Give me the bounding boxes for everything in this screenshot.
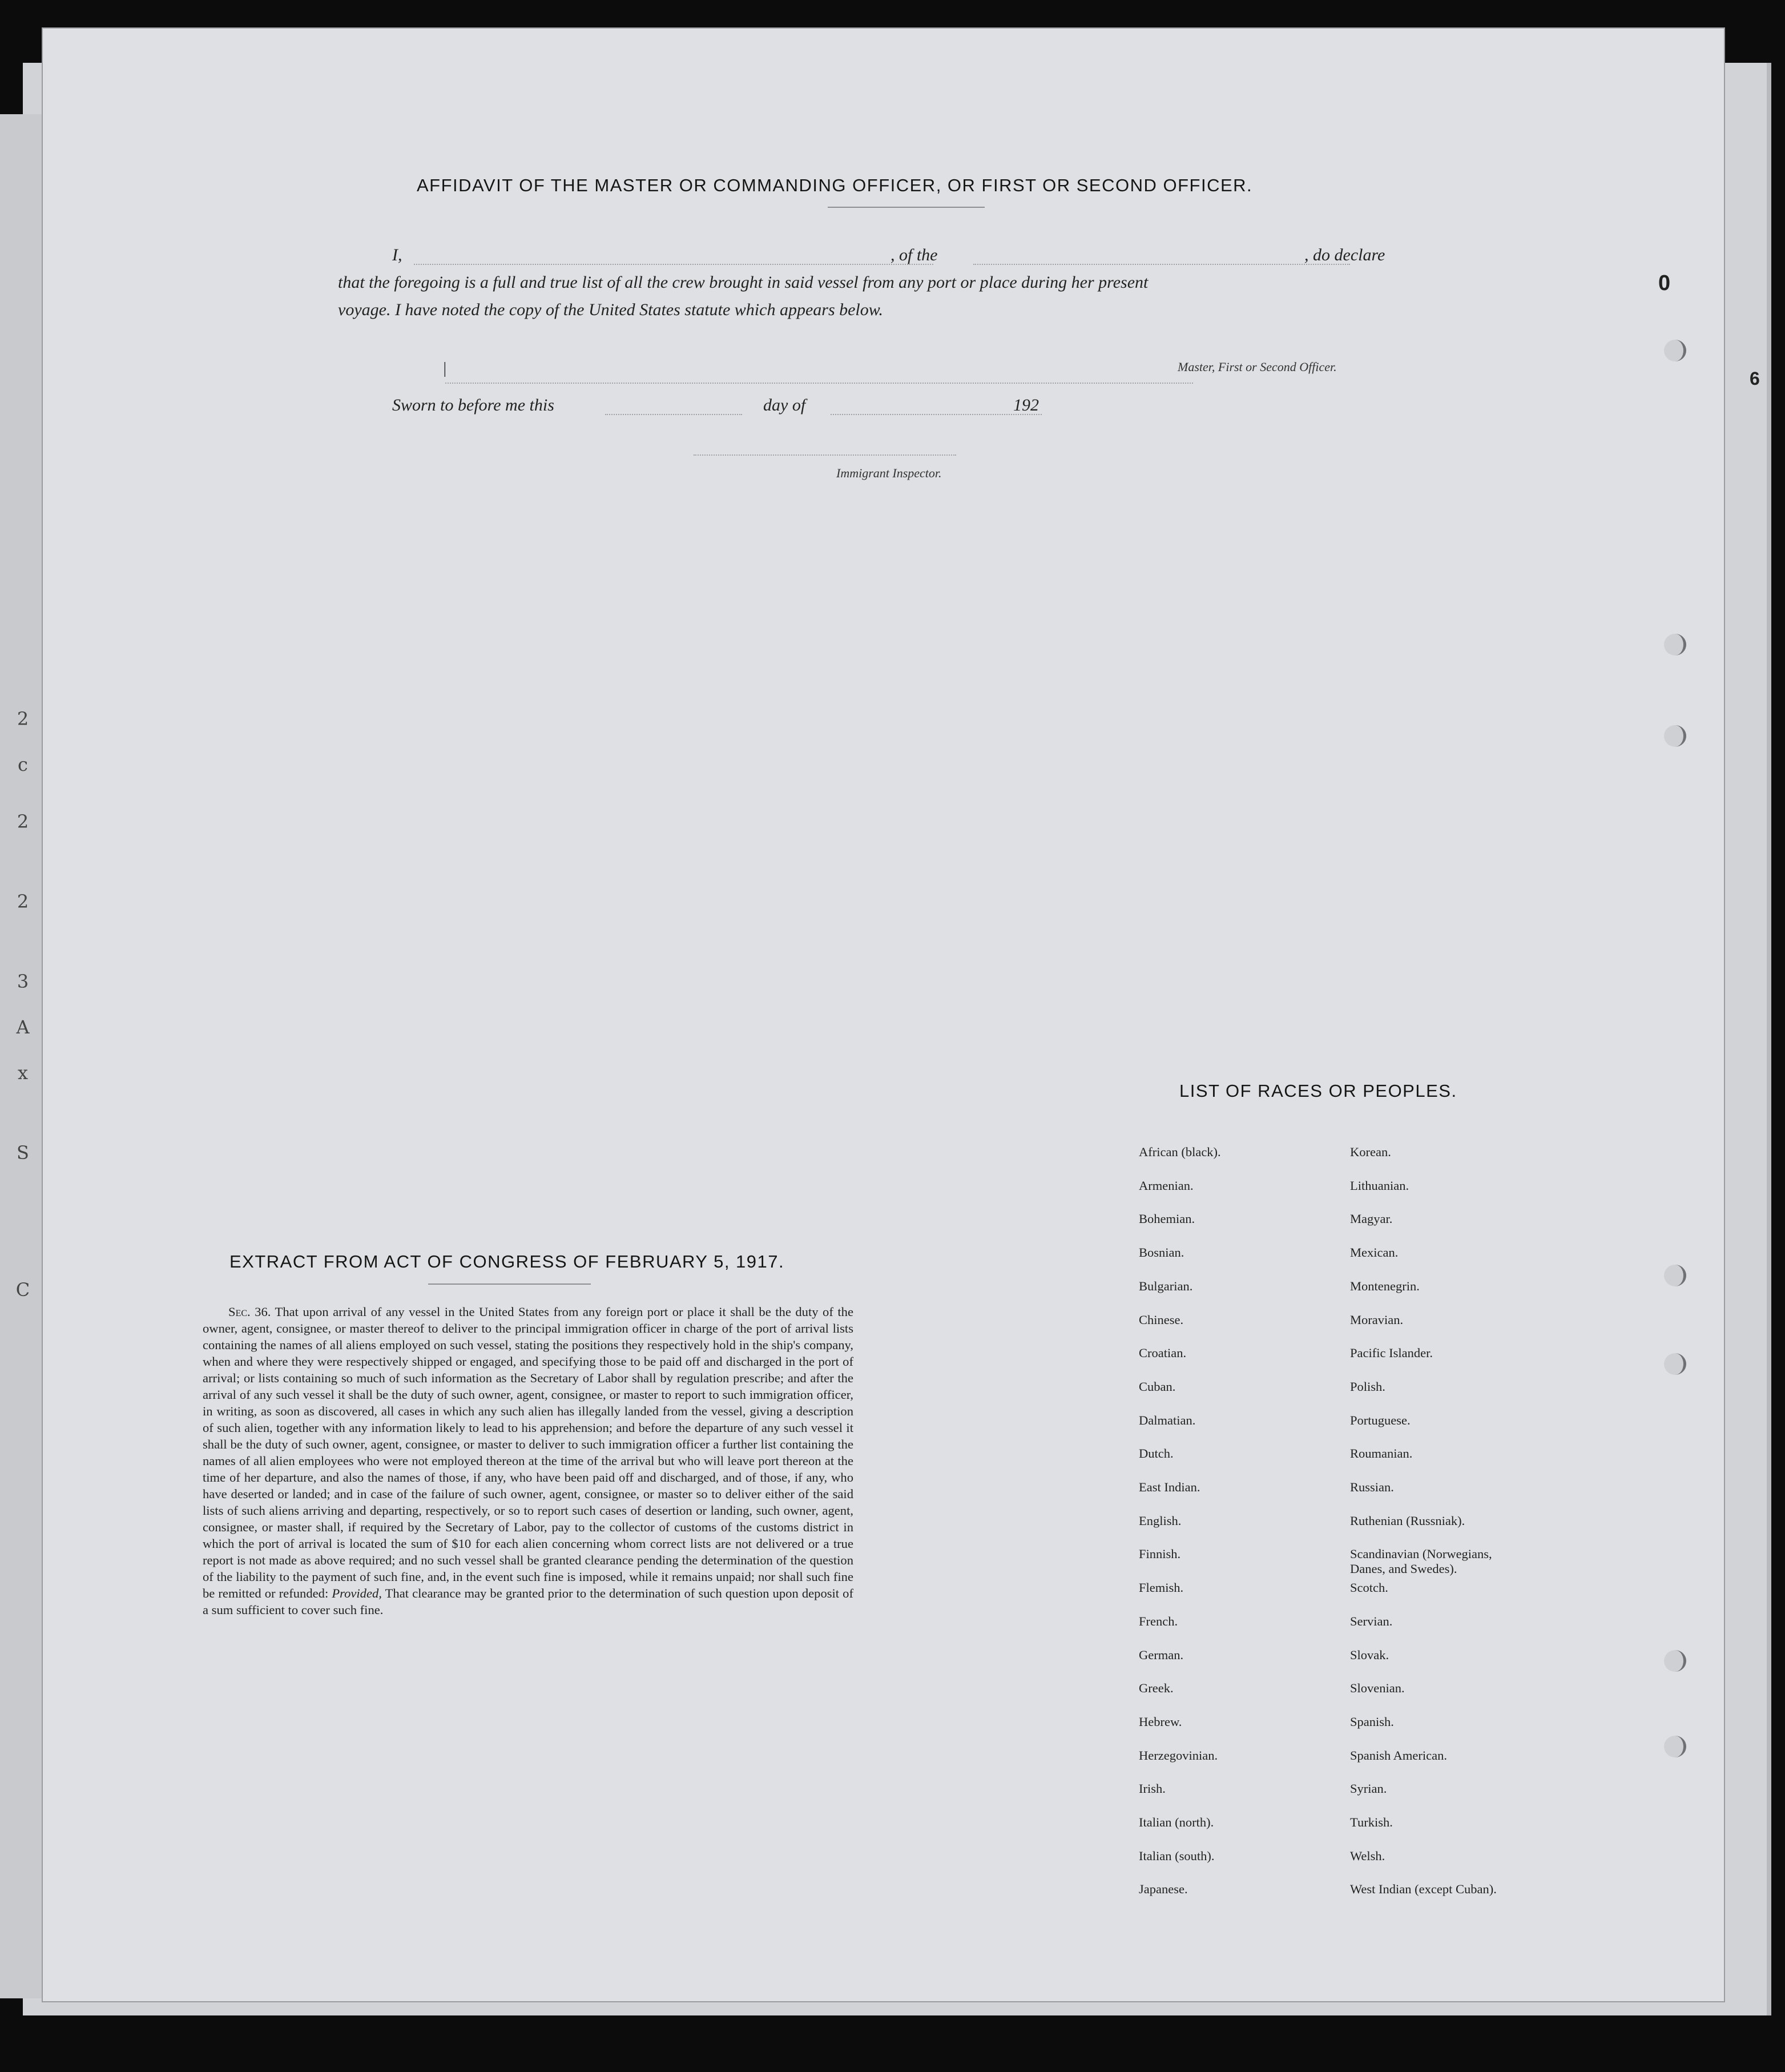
race-item-left: Herzegovinian. [1139, 1748, 1218, 1763]
race-item-left: Greek. [1139, 1681, 1174, 1696]
vessel-blank [973, 264, 1350, 265]
race-item-left: African (black). [1139, 1145, 1221, 1159]
margin-scribble: 2 [17, 811, 29, 832]
race-item-left: Chinese. [1139, 1312, 1184, 1327]
race-item-right: Lithuanian. [1350, 1178, 1409, 1193]
signature-tick: | [442, 360, 447, 377]
races-title: LIST OF RACES OR PEOPLES. [1179, 1081, 1457, 1101]
race-item-left: Croatian. [1139, 1346, 1187, 1361]
race-item-left: Dalmatian. [1139, 1413, 1196, 1427]
margin-scribble: 3 [17, 971, 29, 992]
signature-blank [445, 383, 1193, 384]
inspector-blank [694, 454, 956, 456]
punch-hole [1664, 1736, 1686, 1757]
race-item-right: West Indian (except Cuban). [1350, 1882, 1497, 1897]
race-item-right: Russian. [1350, 1480, 1394, 1494]
race-item-right: Scotch. [1350, 1580, 1388, 1595]
master-caption: Master, First or Second Officer. [1178, 360, 1337, 374]
extract-text: That upon arrival of any vessel in the United States from any foreign port or place it shall be the duty of the owner, agent, consignee, or master thereof to deliver to the principal immigration officer in charge of the port of arrival lists containing the names of all aliens employed on such vessel, stating the positions they respectively hold in the ship's company, when and where they were respectively shipped or engaged, and specifying those to be paid off and discharged in the port of arrival; or lists containing so much of such information as the Secretary of Labor shall by regulation prescribe; and after the arrival of any such vessel it shall be the duty of such owner, agent, consignee, or master to report to such immigration officer, in writing, as soon as discovered, all cases in which any such alien has illegally landed from the vessel, giving a description of such alien, together with any information likely to lead to his apprehension; and before the departure of any such vessel it shall be the duty of such owner, agent, consignee, or master to deliver to such immigration officer a further list containing the names of all alien employees who were not employed thereon at the time of the arrival but who will leave port thereon at the time of her departure, and also the names of those, if any, who have been paid off and discharged, and of those, if any, who have deserted or landed; and in case of the failure of such owner, agent, consignee, or master so to deliver either of the said lists of such aliens arriving and departing, respectively, or so to report such cases of desertion or landing, such owner, agent, consignee, or master shall, if required by the Secretary of Labor, pay to the collector of customs of the customs district in which the port of arrival is located the sum of $10 for each alien concerning whom correct lists are not delivered or a true report is not made as above required; and no such vessel shall be granted clearance pending the determination of the question of the liability to the payment of such fine, and, in the event such fine is imposed, while it remains unpaid; nor shall such fine be remitted or refunded: [203, 1305, 853, 1600]
race-item-left: Bosnian. [1139, 1245, 1184, 1260]
punch-hole [1664, 725, 1686, 747]
margin-scribble: 2 [17, 708, 29, 730]
extract-provided-text: That clearance may be granted prior to the determination of such question upon deposit of a sum sufficient to cover such fine. [203, 1586, 853, 1617]
race-item-right: Pacific Islander. [1350, 1346, 1433, 1361]
race-item-left: English. [1139, 1513, 1182, 1528]
race-item-right: Ruthenian (Russniak). [1350, 1513, 1465, 1528]
race-item-left: German. [1139, 1647, 1184, 1662]
sworn-year: 192 [1013, 396, 1039, 415]
sworn-day-of: day of [763, 396, 806, 415]
punch-hole [1664, 1353, 1686, 1375]
name-blank [414, 264, 933, 265]
extract-title: EXTRACT FROM ACT OF CONGRESS OF FEBRUARY 5, 1917. [229, 1252, 785, 1272]
affidavit-of-the: , of the [891, 246, 938, 264]
race-item-left: Irish. [1139, 1781, 1166, 1796]
race-item-left: Italian (north). [1139, 1815, 1214, 1829]
punch-hole [1664, 1650, 1686, 1672]
race-item-right: Magyar. [1350, 1212, 1393, 1226]
race-item-right: Portuguese. [1350, 1413, 1411, 1427]
affidavit-title: AFFIDAVIT OF THE MASTER OR COMMANDING OFFICER, OR FIRST OR SECOND OFFICER. [417, 175, 1253, 195]
race-item-right: Scandinavian (Norwegians, Danes, and Swedes). [1350, 1547, 1492, 1576]
race-item-right: Servian. [1350, 1614, 1393, 1628]
extract-body [203, 1303, 853, 1618]
margin-mark-far-right: 6 [1750, 368, 1760, 389]
punch-hole [1664, 634, 1686, 655]
race-item-left: Flemish. [1139, 1580, 1184, 1595]
race-item-right: Slovenian. [1350, 1681, 1405, 1696]
inspector-caption: Immigrant Inspector. [836, 466, 942, 480]
race-item-right: Spanish American. [1350, 1748, 1447, 1763]
punch-hole [1664, 340, 1686, 361]
extract-provided-label: Provided, [332, 1586, 382, 1600]
margin-scribble: A [16, 1016, 30, 1038]
margin-scribble: C [15, 1279, 30, 1301]
race-item-left: Bulgarian. [1139, 1278, 1193, 1293]
affidavit-line-3: voyage. I have noted the copy of the United States statute which appears below. [338, 300, 884, 319]
sworn-prefix: Sworn to before me this [392, 396, 554, 415]
race-item-right: Syrian. [1350, 1781, 1387, 1796]
race-item-left: Bohemian. [1139, 1212, 1195, 1226]
margin-mark-top-right: 0 [1658, 271, 1671, 295]
margin-scribble: 2 [17, 891, 29, 912]
punch-hole [1664, 1265, 1686, 1286]
race-item-left: Cuban. [1139, 1379, 1176, 1394]
race-item-right: Korean. [1350, 1145, 1391, 1159]
margin-scribble: c [18, 754, 28, 775]
extract-sec-label: Sec. 36. [228, 1305, 271, 1319]
sworn-day-blank [605, 414, 742, 415]
race-item-right: Turkish. [1350, 1815, 1393, 1829]
extract-rule [428, 1284, 591, 1285]
affidavit-declare: , do declare [1304, 246, 1385, 264]
race-item-right: Mexican. [1350, 1245, 1399, 1260]
race-item-left: French. [1139, 1614, 1178, 1628]
sworn-month-blank [831, 414, 1042, 415]
race-item-left: Dutch. [1139, 1446, 1174, 1461]
affidavit-line-2: that the foregoing is a full and true list of all the crew brought in said vessel from any port or place during her present [338, 273, 1149, 292]
race-item-right: Polish. [1350, 1379, 1385, 1394]
race-item-left: East Indian. [1139, 1480, 1200, 1494]
race-item-left: Hebrew. [1139, 1714, 1182, 1729]
race-item-right: Montenegrin. [1350, 1278, 1420, 1293]
affidavit-i: I, [392, 246, 402, 264]
race-item-left: Finnish. [1139, 1547, 1181, 1562]
margin-scribble: S [17, 1142, 29, 1164]
race-item-right: Spanish. [1350, 1714, 1394, 1729]
document-page [43, 29, 1760, 2001]
title-rule [828, 207, 985, 208]
race-item-right: Roumanian. [1350, 1446, 1413, 1461]
margin-scribble: x [17, 1062, 29, 1084]
race-item-left: Armenian. [1139, 1178, 1194, 1193]
race-item-left: Italian (south). [1139, 1848, 1215, 1863]
race-item-right: Moravian. [1350, 1312, 1404, 1327]
race-item-left: Japanese. [1139, 1882, 1188, 1897]
race-item-right: Welsh. [1350, 1848, 1385, 1863]
race-item-right: Slovak. [1350, 1647, 1389, 1662]
